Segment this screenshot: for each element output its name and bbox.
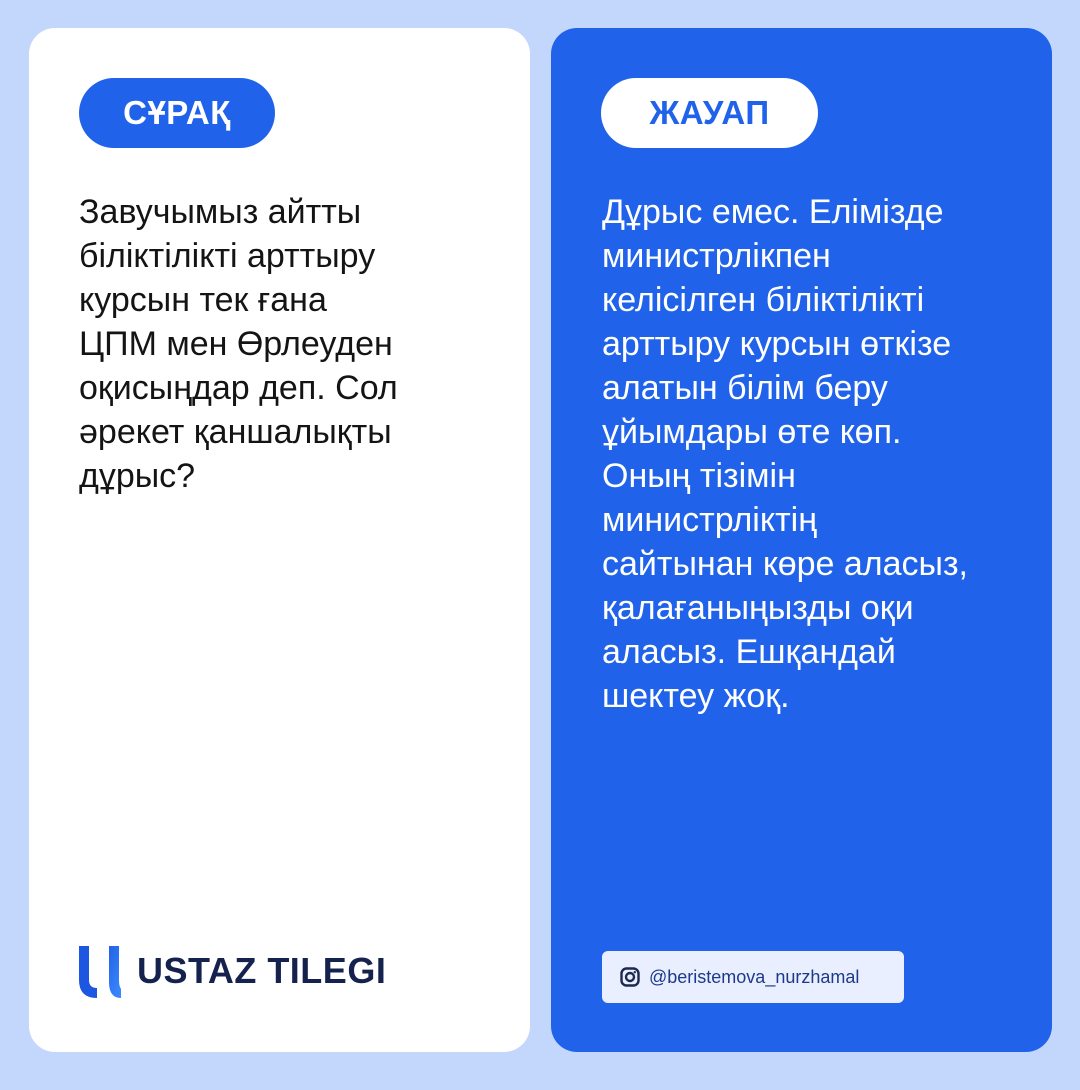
question-text: Завучымыз айтты біліктілікті арттыру курсын тек ғана ЦПМ мен Өрлеуден оқисыңдар деп. Сол әрекет қаншалықты дұрыс?	[79, 193, 398, 495]
question-badge: СҰРАҚ	[79, 78, 275, 148]
brand-name: USTAZ TILEGI	[137, 950, 387, 991]
answer-card	[551, 28, 1052, 1052]
ustaz-tilegi-logo-icon	[77, 942, 123, 1000]
instagram-handle[interactable]	[602, 951, 904, 1003]
answer-text: Дұрыс емес. Елімізде министрлікпен келісілген біліктілікті арттыру курсын өткізе алатын білім беру ұйымдары өте көп. Оның тізімін министрліктің сайтынан көре аласыз, қалағаныңызды оқи аласыз. Ешқандай шектеу жоқ.	[602, 193, 968, 715]
answer-badge: ЖАУАП	[601, 78, 818, 148]
instagram-handle-text: @beristemova_nurzhamal	[649, 966, 860, 987]
question-card	[29, 28, 530, 1052]
instagram-icon	[620, 967, 640, 987]
brand	[77, 941, 386, 1001]
